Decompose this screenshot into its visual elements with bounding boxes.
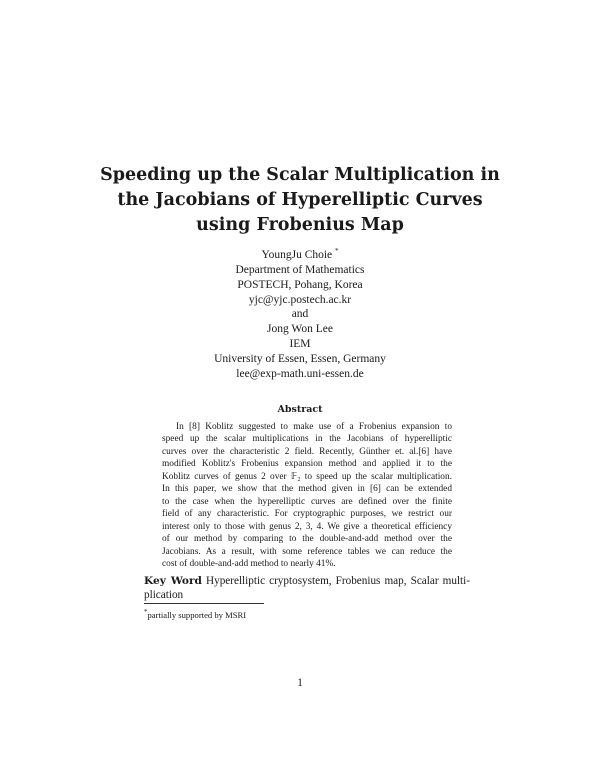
author-affiliation: POSTECH, Pohang, Korea bbox=[237, 278, 363, 291]
abstract-line: interest only to those with genus 2, 3, 4. We give a theoretical efficiency bbox=[162, 521, 452, 532]
abstract-line: speed up the scalar multiplications in the Jacobians of hyperelliptic bbox=[162, 434, 452, 445]
author-affiliation: University of Essen, Essen, Germany bbox=[214, 353, 386, 366]
title-line: using Frobenius Map bbox=[196, 215, 404, 235]
keywords-line bbox=[144, 574, 470, 588]
author-name: YoungJu Choie * bbox=[261, 247, 339, 261]
author-footnote-mark: * bbox=[335, 247, 339, 255]
footnote-mark: * bbox=[144, 608, 148, 616]
footnote-text: partially supported by MSRI bbox=[147, 609, 247, 620]
abstract-heading: Abstract bbox=[277, 404, 323, 415]
abstract-line: curves over the characteristic 2 field. Recently, Günther et. al.[6] have bbox=[162, 446, 452, 457]
abstract-body bbox=[162, 421, 452, 570]
keywords-section bbox=[144, 574, 470, 603]
keywords-label: Key Word bbox=[144, 575, 202, 587]
author-block bbox=[0, 244, 600, 382]
keywords-line: plication bbox=[144, 589, 184, 602]
author-name: Jong Won Lee bbox=[267, 323, 333, 336]
abstract-line: modified Koblitz's Frobenius expansion method and applied it to the bbox=[162, 459, 452, 470]
abstract-line: Koblitz curves of genus 2 over 𝔽₂ to speed up the scalar multiplication. bbox=[162, 471, 452, 482]
author-email: lee@exp-math.uni-essen.de bbox=[236, 368, 364, 381]
keywords-text: Hyperelliptic cryptosystem, Frobenius map, Scalar multi- bbox=[206, 575, 470, 587]
author-department: IEM bbox=[289, 338, 311, 351]
abstract-line: In this paper, we show that the method given in [6] can be extended bbox=[162, 484, 452, 495]
abstract-line: In [8] Koblitz suggested to make use of a Frobenius expansion to bbox=[176, 422, 452, 432]
page-number: 1 bbox=[297, 677, 303, 689]
author-department: Department of Mathematics bbox=[235, 263, 365, 276]
title-line: Speeding up the Scalar Multiplication in bbox=[100, 165, 500, 185]
footnote bbox=[144, 607, 246, 621]
title-line: the Jacobians of Hyperelliptic Curves bbox=[117, 190, 483, 210]
author-email: yjc@yjc.postech.ac.kr bbox=[248, 293, 352, 306]
abstract-line: cost of double-and-add method to nearly 41%. bbox=[162, 558, 336, 569]
abstract-line: Jacobians. As a result, with some reference tables we can reduce the bbox=[162, 546, 452, 557]
author-separator: and bbox=[291, 308, 309, 321]
footnote-divider bbox=[144, 603, 264, 604]
abstract-line: to the case when the hyperelliptic curves are defined over the finite bbox=[162, 496, 452, 507]
abstract-line: field of any characteristic. For cryptographic purposes, we restrict our bbox=[162, 509, 452, 520]
paper-title bbox=[0, 163, 600, 238]
abstract-line: of our method by comparing to the double-and-add method over the bbox=[162, 534, 452, 545]
